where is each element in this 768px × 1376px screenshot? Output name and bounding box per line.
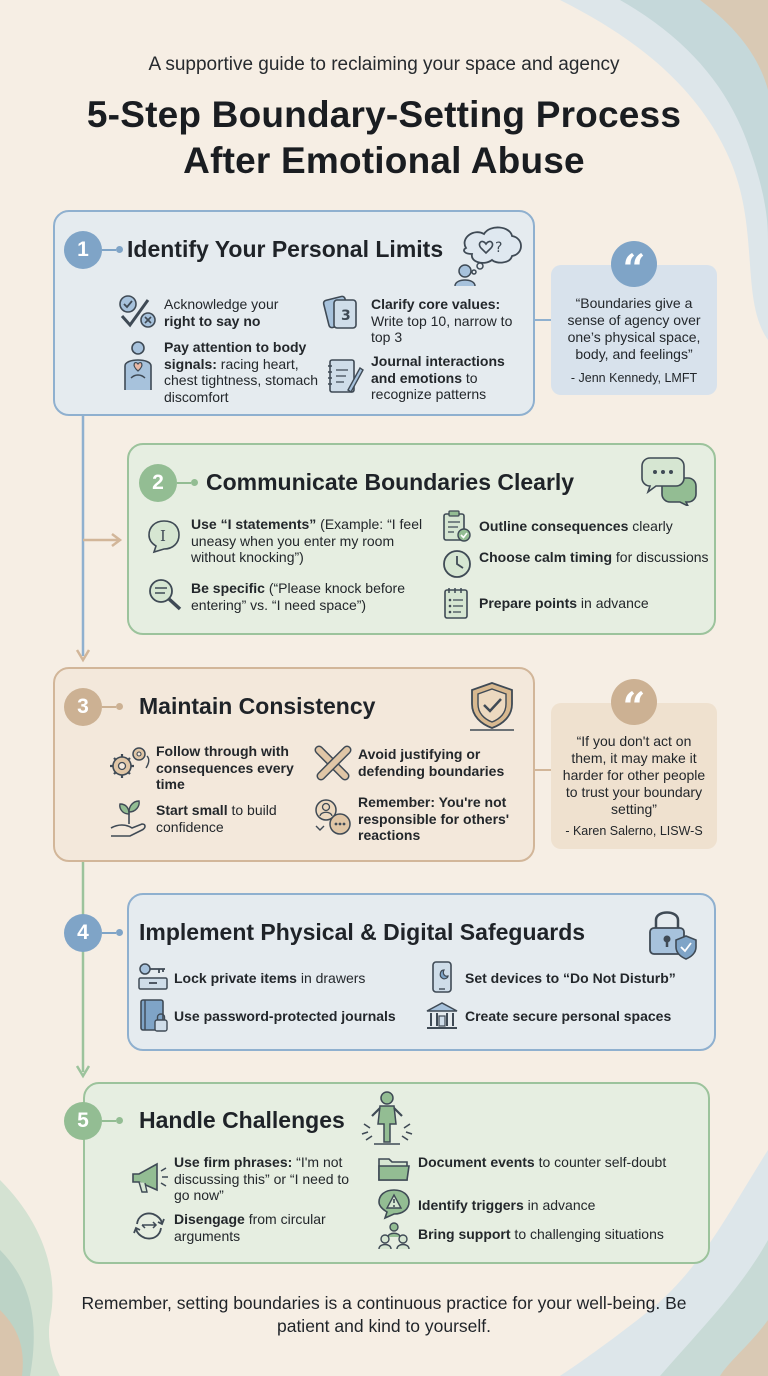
page-title: [0, 92, 768, 184]
step-4-connector: [102, 932, 116, 934]
step-2-item-1: Use “I statements” (Example: “I feel uneasy when you enter my room without knocking”): [191, 516, 423, 565]
quote-card-2: [551, 684, 717, 849]
step-2-item-5: Prepare points in advance: [479, 595, 649, 611]
step-5-item-4: Identify triggers in advance: [418, 1197, 596, 1213]
step-4-item-1: Lock private items in drawers: [174, 970, 366, 986]
title-line-1: 5-Step Boundary-Setting Process: [86, 94, 682, 135]
sprout-hand-icon: [108, 798, 150, 838]
step-1-title: Identify Your Personal Limits: [127, 236, 444, 262]
quote-2-text: “If you don't act on them, it may make it harder for other people to trust your boundary setting”: [562, 733, 706, 817]
step-1-item-2: Pay attention to body signals: racing heart, chest tightness, stomach discomfort: [164, 339, 319, 405]
standing-person-icon: [356, 1090, 418, 1146]
step-2-item-3: Outline consequences clearly: [479, 518, 673, 534]
step-4-number: 4: [64, 914, 102, 952]
quote-1-text: “Boundaries give a sense of agency over one’s physical space, body, and feelings”: [567, 295, 701, 362]
step-4-item-4: Create secure personal spaces: [465, 1008, 672, 1024]
step-3-item-4: Remember: You're not responsible for others' reactions: [358, 794, 510, 843]
step-5-item-5: Bring support to challenging situations: [418, 1226, 664, 1242]
step-1-connector: [102, 249, 116, 251]
step-4-dot: [116, 929, 123, 936]
magnifier-icon: [146, 576, 184, 612]
thought-bubble-icon: [452, 222, 526, 286]
journal-icon: [324, 356, 364, 396]
footer-message: Remember, setting boundaries is a continuous practice for your well-being. Be patient and kind to yourself.: [81, 1293, 687, 1336]
crossed-arms-icon: [313, 742, 353, 782]
speech-bubbles-icon: [640, 456, 698, 506]
page-subtitle: A supportive guide to reclaiming your space and agency: [148, 54, 620, 75]
locked-journal-icon: [138, 998, 170, 1034]
step-2-number: 2: [139, 464, 177, 502]
quote-1-author: - Jenn Kennedy, LMFT: [570, 371, 698, 385]
step-5-item-3: Document events to counter self-doubt: [418, 1154, 667, 1170]
step-1-dot: [116, 246, 123, 253]
step-4-title: Implement Physical & Digital Safeguards: [139, 919, 586, 945]
phone-moon-icon: [430, 960, 456, 994]
step-3-title: Maintain Consistency: [139, 693, 376, 719]
warning-bubble-icon: [377, 1188, 411, 1220]
padlock-shield-icon: [646, 906, 698, 960]
checkmark-icon: [118, 294, 158, 330]
cards-icon-number: 3: [341, 308, 351, 324]
step-3-item-3: Avoid justifying or defending boundaries: [358, 746, 505, 779]
quote-card-1: [551, 246, 717, 395]
cards-icon: [322, 294, 366, 332]
step-2-item-2: Be specific (“Please knock before entering” vs. “I need space”): [191, 580, 406, 613]
step-3-dot: [116, 703, 123, 710]
megaphone-icon: [129, 1160, 169, 1196]
step-2-title: Communicate Boundaries Clearly: [206, 469, 575, 495]
i-statement-letter: I: [160, 527, 166, 545]
circular-arrows-icon: [131, 1208, 167, 1244]
step-4-item-3: Set devices to “Do Not Disturb”: [465, 970, 676, 986]
checklist-icon: [440, 510, 472, 544]
notepad-icon: [442, 586, 472, 620]
support-group-icon: [377, 1221, 411, 1251]
people-speech-icon: [312, 796, 354, 838]
step-5-item-1: Use firm phrases: “I'm not discussing this” or “I need to go now”: [174, 1154, 350, 1203]
step-2-dot: [191, 479, 198, 486]
step-1-item-1: Acknowledge your right to say no: [164, 296, 279, 329]
step-1-number: 1: [64, 231, 102, 269]
step-5-connector: [102, 1120, 116, 1122]
clock-icon: [441, 548, 473, 580]
step-3-item-1: Follow through with consequences every time: [156, 743, 294, 792]
shield-check-icon: [466, 680, 518, 732]
step-3-connector: [102, 706, 116, 708]
folder-icon: [377, 1154, 411, 1184]
title-line-2: After Emotional Abuse: [183, 140, 585, 181]
svg-text:?: ?: [495, 240, 503, 256]
i-statement-icon: [146, 518, 182, 554]
step-1-item-3: Clarify core values: Write top 10, narrow to top 3: [371, 296, 513, 345]
step-5-number: 5: [64, 1102, 102, 1140]
gears-icon: [106, 742, 152, 782]
quote-mark-icon: “: [611, 679, 657, 725]
quote-mark-icon: “: [611, 241, 657, 287]
step-1-item-4: Journal interactions and emotions to recognize patterns: [371, 353, 505, 402]
secure-building-icon: [425, 1001, 459, 1031]
step-3-number: 3: [64, 688, 102, 726]
step-2-item-4: Choose calm timing for discussions: [479, 549, 709, 565]
step-4-item-2: Use password-protected journals: [174, 1008, 396, 1024]
step-5-item-2: Disengage from circular arguments: [174, 1211, 326, 1244]
step-3-item-2: Start small to build confidence: [156, 802, 277, 835]
quote-2-author: - Karen Salerno, LISW-S: [565, 824, 703, 838]
step-5-title: Handle Challenges: [139, 1107, 345, 1133]
step-5-dot: [116, 1117, 123, 1124]
step-2-connector: [177, 482, 191, 484]
key-drawer-icon: [137, 961, 169, 991]
body-icon: [119, 340, 157, 392]
